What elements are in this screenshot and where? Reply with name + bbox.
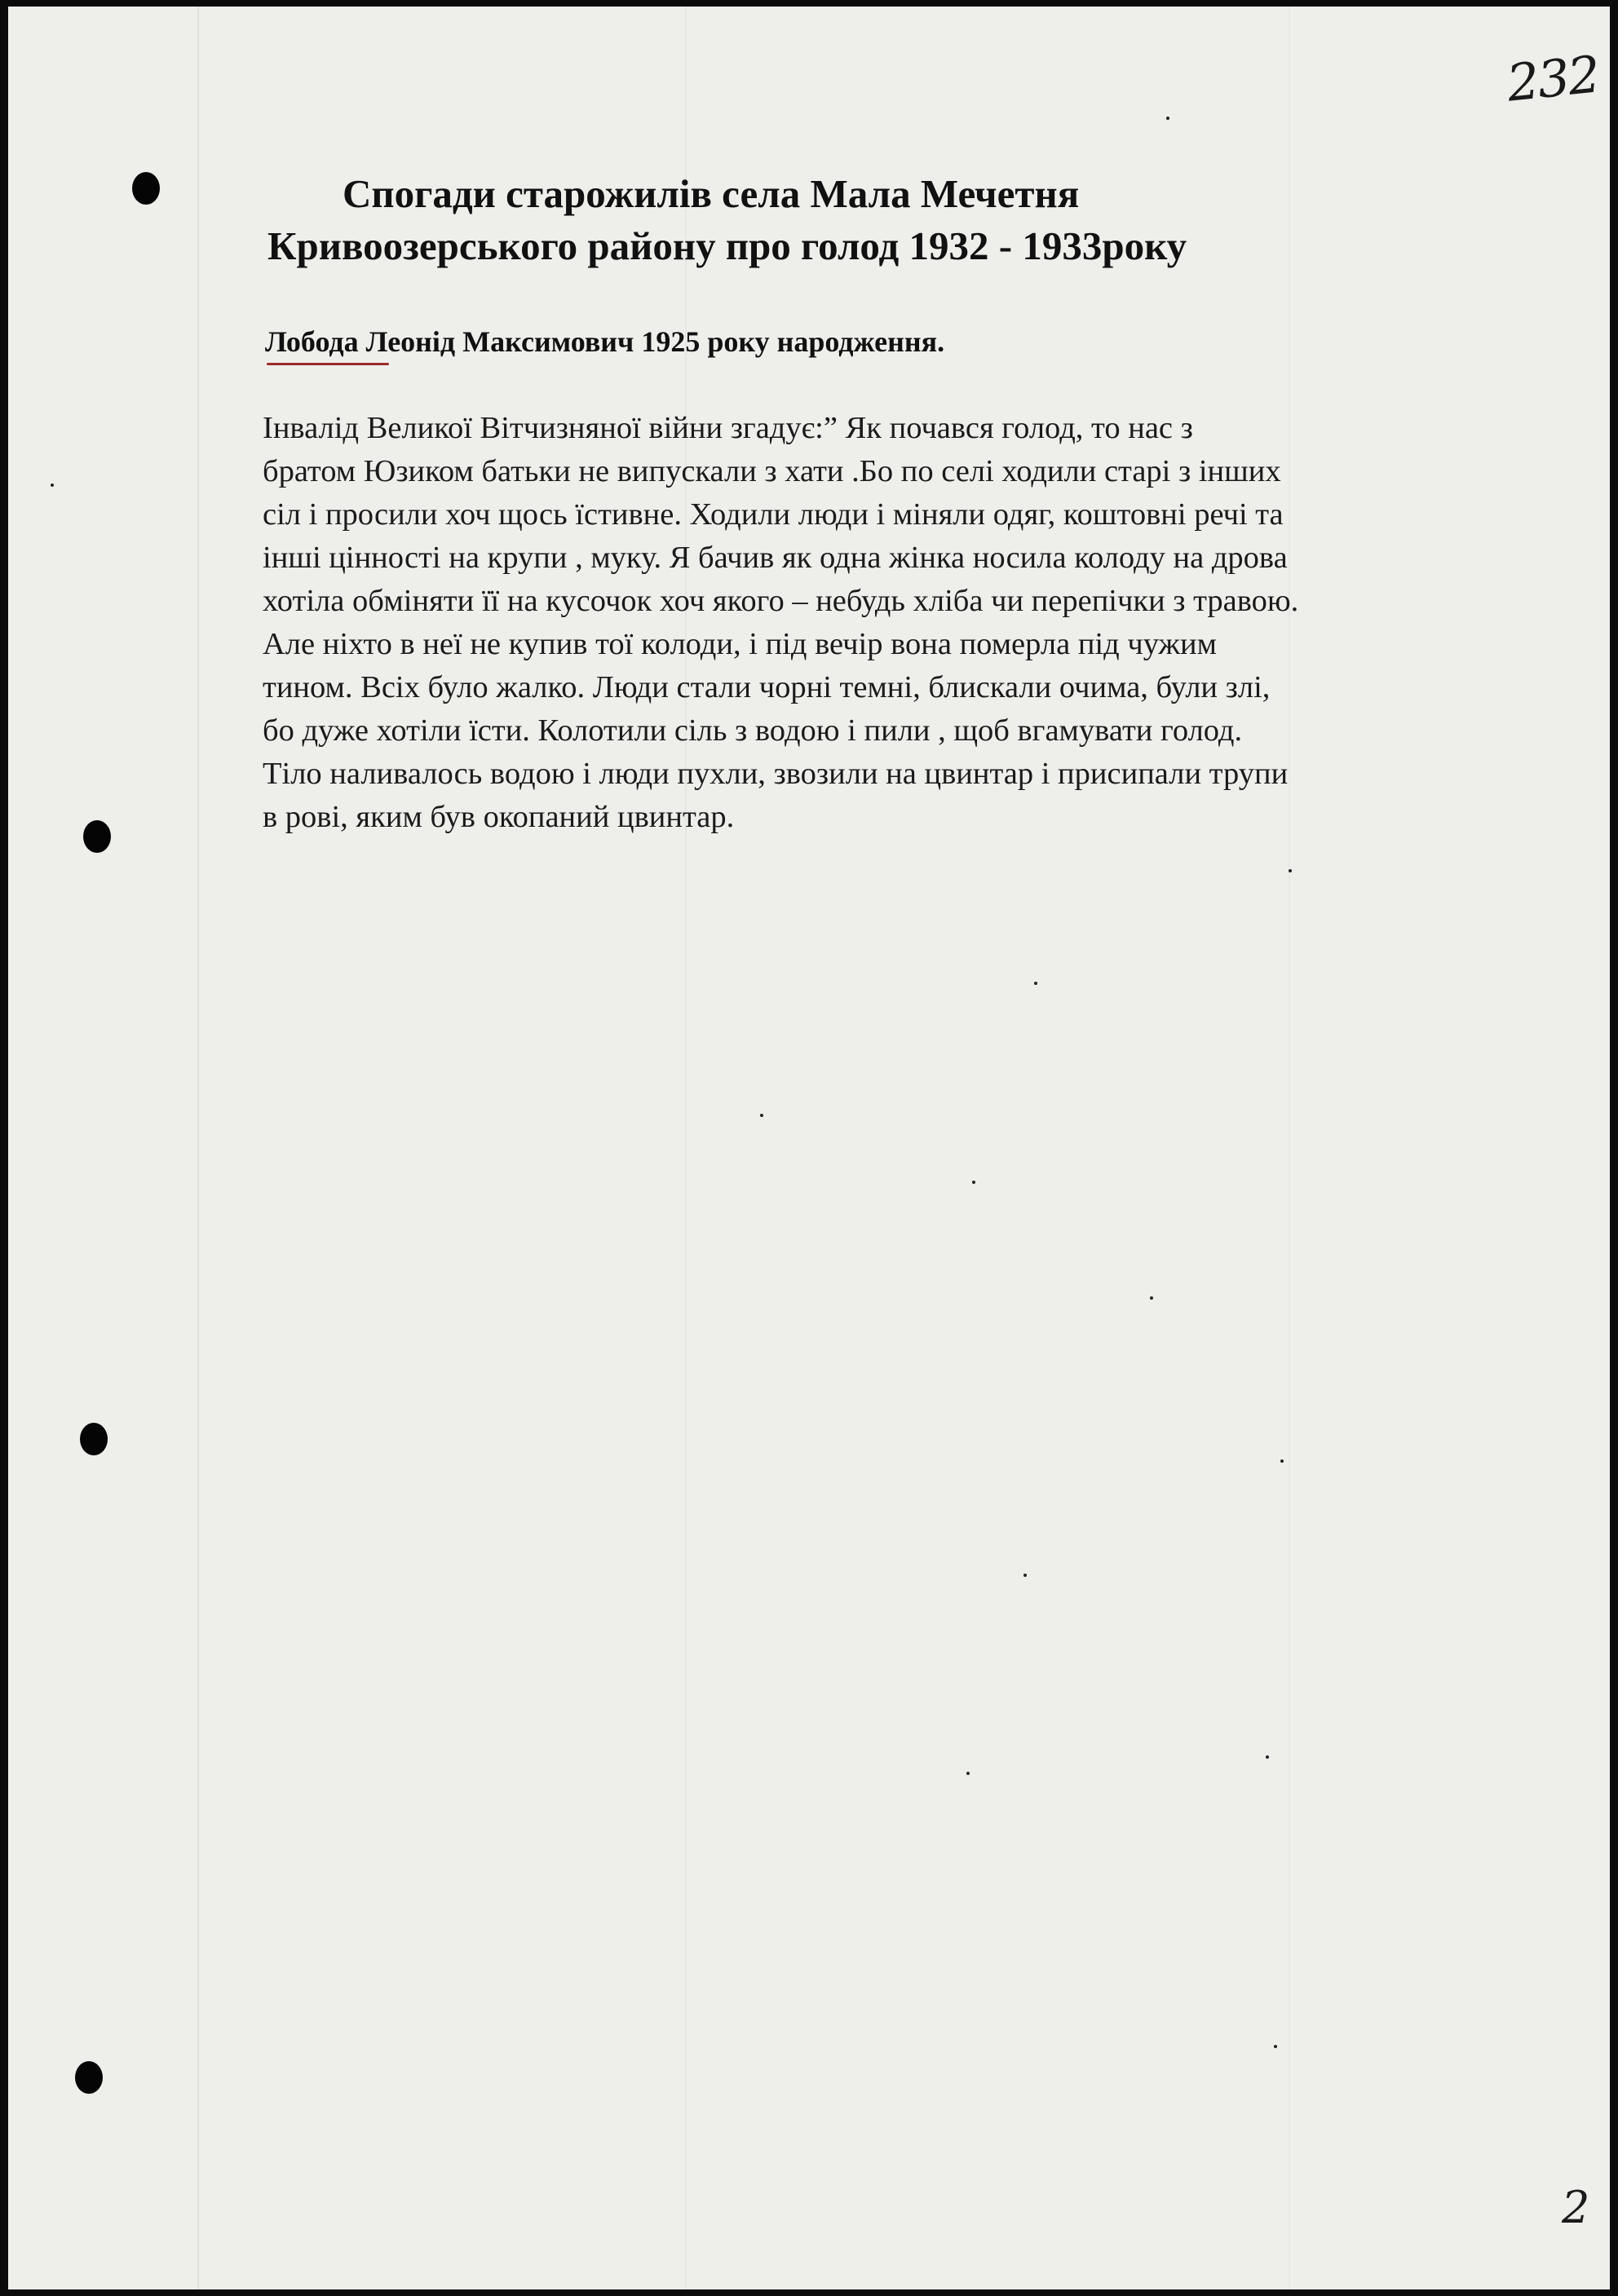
text-line: тином. Всіх було жалко. Люди стали чорні темні, блискали очима, були злі,	[263, 670, 1271, 704]
text-line: братом Юзиком батьки не випускали з хати .Бо по селі ходили старі з інших	[263, 454, 1281, 488]
handwritten-page-number: 232	[1504, 44, 1602, 113]
punch-hole	[80, 1423, 108, 1455]
paper-speck	[1034, 982, 1037, 985]
paper-speck	[1266, 1755, 1269, 1759]
document-page	[8, 7, 1610, 2289]
text-line: хотіла обміняти її на кусочок хоч якого – небудь хліба чи перепічки з травою.	[263, 584, 1299, 618]
text-line: сіл і просили хоч щось їстивне. Ходили люди і міняли одяг, коштовні речі та	[263, 497, 1284, 532]
paper-speck	[1280, 1459, 1284, 1463]
text-line: бо дуже хотіли їсти. Колотили сіль з водою і пили , щоб вгамувати голод.	[263, 713, 1243, 748]
paper-fold-line	[197, 7, 199, 2289]
text-line: Інвалід Великої Вітчизняної війни згадує:” Як почався голод, то нас з	[263, 411, 1193, 445]
author-line: Лобода Леонід Максимович 1925 року народження.	[265, 325, 945, 358]
paper-speck	[1166, 117, 1169, 120]
paper-speck	[1023, 1574, 1027, 1577]
punch-hole	[83, 820, 111, 853]
punch-hole	[75, 2061, 103, 2094]
handwritten-folio-number: 2	[1562, 2182, 1590, 2233]
paper-speck	[1289, 869, 1292, 872]
paper-speck	[1274, 2045, 1277, 2048]
paper-speck	[760, 1114, 763, 1117]
title-line-1: Спогади старожилів села Мала Мечетня	[343, 171, 1080, 216]
text-line: інші цінності на крупи , муку. Я бачив як одна жінка носила колоду на дрова	[263, 541, 1288, 575]
author-heading	[265, 325, 944, 359]
paper-speck	[51, 483, 54, 487]
title-line-2: Кривоозерського району про голод 1932 - 1933року	[267, 223, 1187, 268]
paper-speck	[972, 1181, 975, 1184]
testimony-text	[263, 407, 1535, 839]
paper-fold-line	[1289, 7, 1290, 2289]
text-line: Тіло наливалось водою і люди пухли, звозили на цвинтар і присипали трупи	[263, 757, 1289, 791]
paper-speck	[966, 1772, 970, 1775]
document-title	[8, 168, 1610, 272]
red-pencil-underline	[267, 363, 389, 365]
paper-speck	[1150, 1296, 1153, 1300]
text-line: Але ніхто в неї не купив тої колоди, і під вечір вона померла під чужим	[263, 627, 1218, 661]
text-line: в рові, яким був окопаний цвинтар.	[263, 800, 735, 834]
